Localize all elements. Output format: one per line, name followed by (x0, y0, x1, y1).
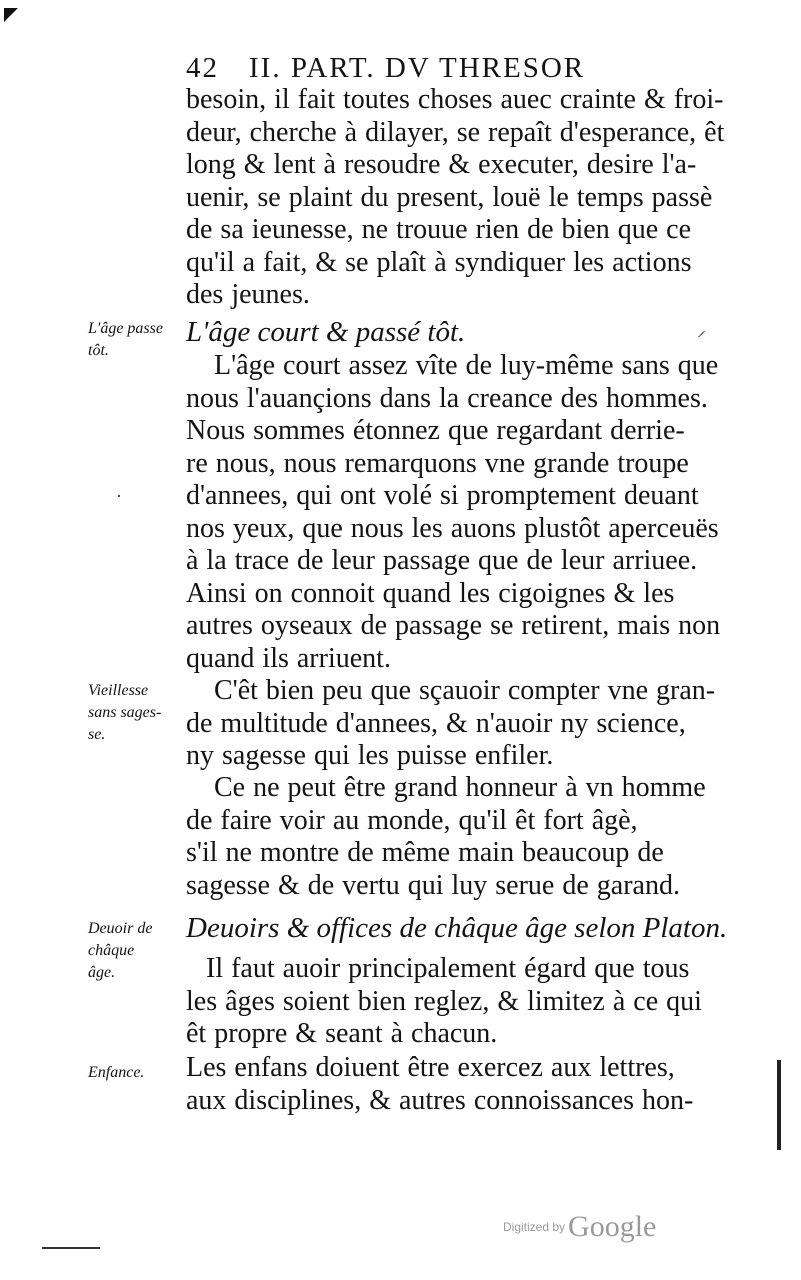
corner-mark (4, 8, 18, 22)
margin-note-enfance (88, 1062, 184, 1084)
text-line: d'annees, qui ont volé si promptement deuant (186, 480, 699, 511)
text-line: Les enfans doiuent être exercez aux lettres, (186, 1052, 675, 1083)
digitized-watermark (503, 1210, 683, 1250)
text-line: re nous, nous remarquons vne grande troupe (186, 447, 689, 479)
margin-note-line: sans sages- (88, 704, 162, 721)
text-line: besoin, il fait toutes choses auec crainte & froi- (186, 84, 724, 115)
section-heading-age-court: L'âge court & passé tôt. (186, 316, 466, 348)
text-line: de faire voir au monde, qu'il êt fort âgè, (186, 804, 638, 836)
margin-note-line: Vieillesse (88, 682, 149, 699)
text-line: à la trace de leur passage que de leur arriuee. (186, 545, 698, 576)
text-line: Ce ne peut être grand honneur à vn homme (214, 772, 706, 803)
page-edge-shadow (777, 1060, 781, 1150)
paragraph-continued (186, 84, 725, 312)
text-line: L'âge court assez vîte de luy-même sans que (214, 350, 719, 381)
scan-mark: · (116, 486, 122, 506)
text-line: autres oyseaux de passage se retirent, mais non (186, 610, 721, 641)
scan-mark: ⸝ (697, 320, 706, 340)
margin-note-line: Enfance. (88, 1064, 145, 1081)
text-line: êt propre & seant à chacun. (186, 1018, 498, 1049)
margin-note-line: tôt. (88, 342, 109, 359)
text-line: ny sagesse qui les puisse enfiler. (186, 740, 554, 771)
bottom-rule (42, 1247, 100, 1249)
text-line: de multitude d'annees, & n'auoir ny science, (186, 707, 686, 739)
paragraph-age-court (186, 350, 721, 675)
text-line: des jeunes. (186, 279, 310, 310)
text-line: Nous sommes étonnez que regardant derrie- (186, 415, 685, 446)
margin-note-line: châque (88, 942, 135, 959)
paragraph-enfance (186, 1052, 716, 1117)
text-line: qu'il a fait, & se plaît à syndiquer les actions (186, 246, 692, 278)
margin-note-vieillesse (88, 680, 184, 746)
text-line: de sa ieunesse, ne trouue rien de bien que ce (186, 214, 692, 245)
text-line: aux disciplines, & autres connoissances hon- (186, 1084, 694, 1116)
running-header (186, 52, 716, 85)
text-line: deur, cherche à dilayer, se repaît d'esperance, êt (186, 116, 725, 148)
text-line: long & lent à resoudre & executer, desire l'a- (186, 149, 697, 180)
paragraph-deuoirs (186, 953, 716, 1051)
text-line: s'il ne montre de même main beaucoup de (186, 837, 664, 868)
text-line: sagesse & de vertu qui luy serue de garand. (186, 869, 680, 901)
margin-note-deuoir (88, 918, 184, 984)
google-logo: Google (568, 1210, 657, 1243)
text-line: C'êt bien peu que sçauoir compter vne gran- (214, 675, 716, 706)
text-line: les âges soient bien reglez, & limitez à ce qui (186, 985, 702, 1017)
margin-note-line: âge. (88, 964, 116, 981)
page-number: 42 (186, 52, 219, 84)
margin-note-age-passe (88, 318, 184, 362)
margin-note-line: Deuoir de (88, 920, 153, 937)
margin-note-line: L'âge passe (88, 320, 163, 337)
text-line: quand ils arriuent. (186, 642, 391, 674)
margin-note-line: se. (88, 726, 106, 743)
text-line: nous l'auançions dans la creance des hommes. (186, 382, 708, 414)
watermark-prefix: Digitized by (503, 1220, 566, 1234)
paragraph-honneur (186, 772, 716, 902)
text-line: Ainsi on connoit quand les cigoignes & les (186, 577, 675, 609)
text-line: uenir, se plaint du present, louë le temps passè (186, 181, 713, 213)
text-line: Il faut auoir principalement égard que tous (206, 953, 690, 984)
running-title: II. PART. DV THRESOR (249, 52, 586, 84)
paragraph-vieillesse (186, 675, 716, 773)
section-heading-deuoirs: Deuoirs & offices de châque âge selon Platon. (186, 912, 728, 944)
text-line: nos yeux, que nous les auons plustôt aperceuës (186, 512, 719, 544)
